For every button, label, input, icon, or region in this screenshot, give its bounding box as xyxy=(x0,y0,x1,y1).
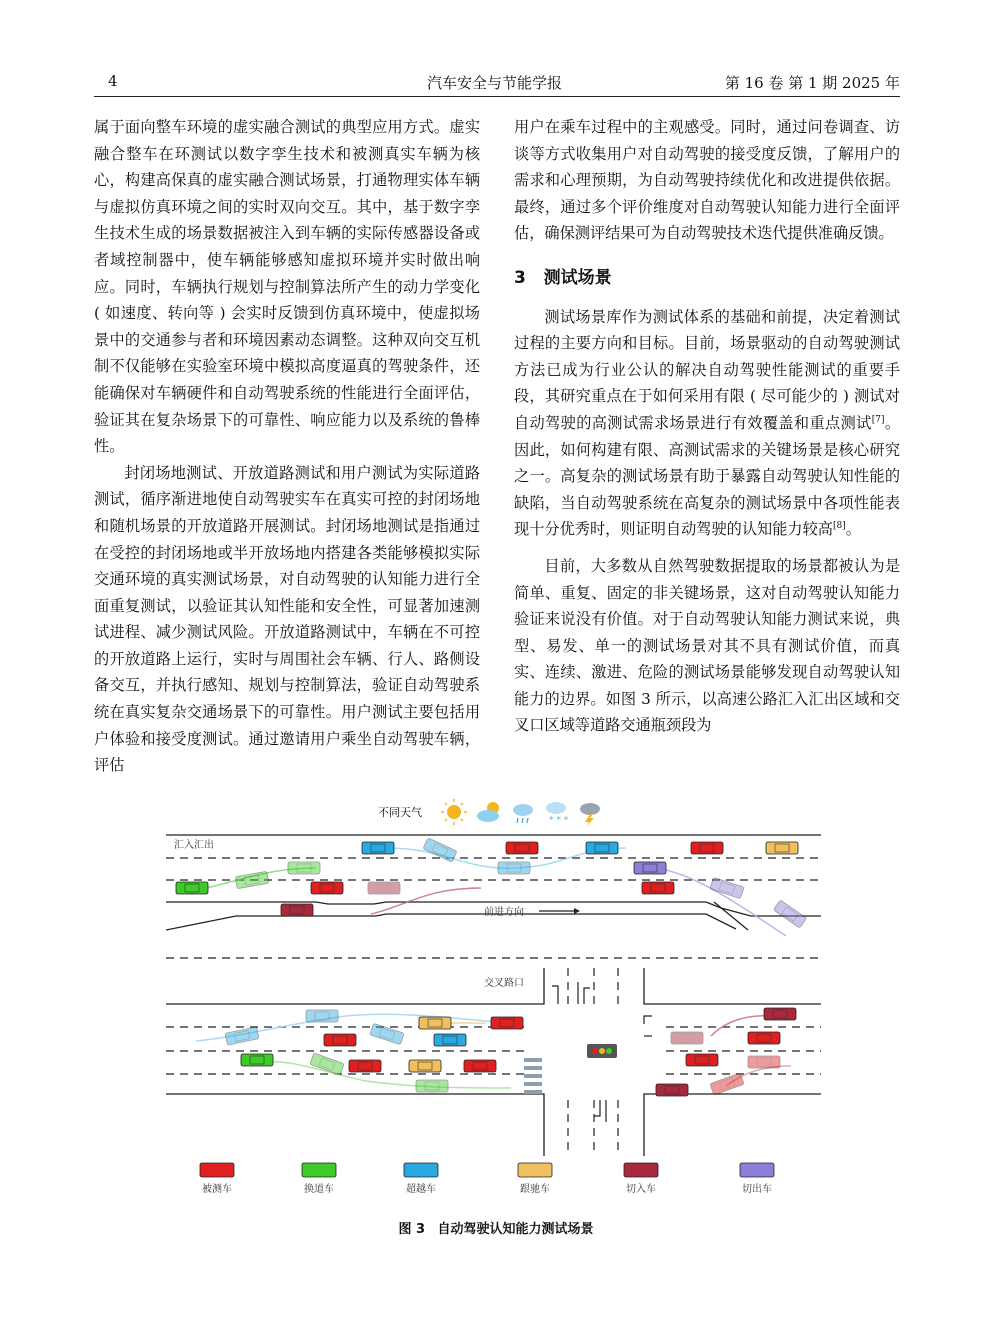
vehicle xyxy=(324,1034,356,1046)
legend-item xyxy=(200,1163,234,1195)
intersection-label: 交叉路口 xyxy=(484,978,524,989)
legend-item xyxy=(302,1163,336,1195)
journal-title: 汽车安全与节能学报 xyxy=(427,74,563,92)
vehicle xyxy=(766,842,798,854)
test-scenario-diagram xyxy=(166,796,826,1201)
legend-label: 超越车 xyxy=(406,1184,436,1195)
left-column xyxy=(94,114,480,779)
vehicle xyxy=(686,1054,718,1066)
thunderstorm-icon xyxy=(580,803,600,827)
paragraph: 用户在乘车过程中的主观感受。同时，通过问卷调查、访谈等方式收集用户对自动驾驶的接受度反馈，了解用户的需求和心理预期，为自动驾驶持续优化和改进提供依据。最终，通过多个评价维度对自动驾驶认知能力进行全面评估，确保测评结果可为自动驾驶技术迭代提供准确反馈。 xyxy=(514,118,900,243)
partly-cloudy-icon xyxy=(477,802,499,822)
snow-icon xyxy=(546,802,569,826)
vehicle xyxy=(773,900,806,928)
legend-item xyxy=(518,1163,552,1195)
svg-text:* * *: * * * xyxy=(549,816,569,826)
vehicle xyxy=(656,1084,688,1096)
vehicle xyxy=(225,1027,259,1045)
legend-label: 换道车 xyxy=(304,1184,334,1195)
vehicle xyxy=(416,1080,448,1092)
legend-label: 跟驰车 xyxy=(520,1184,550,1195)
vehicle xyxy=(498,862,530,874)
direction-arrowhead xyxy=(574,908,580,914)
vehicle xyxy=(419,1017,451,1029)
figure-legend xyxy=(200,1163,774,1195)
legend-swatch xyxy=(624,1163,658,1177)
rain-icon xyxy=(513,804,533,823)
citation[interactable]: [7] xyxy=(871,414,885,425)
vehicle xyxy=(586,842,618,854)
vehicle xyxy=(235,871,269,888)
legend-label: 被测车 xyxy=(202,1184,232,1195)
legend-item xyxy=(624,1163,658,1195)
section-title: 测试场景 xyxy=(543,267,612,288)
vehicle xyxy=(710,1073,744,1095)
vehicle xyxy=(764,1008,796,1020)
legend-label: 切出车 xyxy=(742,1184,772,1195)
legend-swatch xyxy=(404,1163,438,1177)
legend-item xyxy=(740,1163,774,1195)
vehicle xyxy=(506,842,538,854)
caption-title: 自动驾驶认知能力测试场景 xyxy=(437,1222,594,1237)
issue-info: 第 16 卷 第 1 期 2025 年 xyxy=(724,74,900,92)
legend-swatch xyxy=(740,1163,774,1177)
legend-label: 切入车 xyxy=(626,1184,656,1195)
sun-icon xyxy=(441,799,467,825)
vehicle xyxy=(288,862,320,874)
caption-number: 图 3 xyxy=(398,1222,426,1237)
figure-3 xyxy=(166,796,826,1201)
page-header xyxy=(94,70,900,97)
weather-label: 不同天气 xyxy=(378,806,422,819)
merge-label: 汇入汇出 xyxy=(174,840,214,851)
vehicle xyxy=(306,1010,338,1022)
vehicles xyxy=(176,838,807,1096)
vehicle xyxy=(370,1023,404,1044)
citation[interactable]: [8] xyxy=(832,521,846,532)
vehicle xyxy=(176,882,208,894)
section-number: 3 xyxy=(514,267,526,288)
vehicle xyxy=(634,862,666,874)
legend-item xyxy=(404,1163,438,1195)
vehicle xyxy=(464,1060,496,1072)
vehicle xyxy=(642,882,674,894)
paragraph: 目前，大多数从自然驾驶数据提取的场景都被认为是简单、重复、固定的非关键场景，这对自动驾驶认知能力验证来说没有价值。对于自动驾驶认知能力测试来说，典型、易发、单一的测试场景对其不具有测试价值，而真实、连续、激进、危险的测试场景能够发现自动驾驶认知能力的边界。如图 3 所示，以高速公路汇入汇出区域和交叉口区域等道路交通瓶颈段为 xyxy=(514,556,900,735)
paragraph: 测试场景库作为测试体系的基础和前提，决定着测试过程的主要方向和目标。目前，场景驱动的自动驾驶测试方法已成为行业公认的解决自动驾驶性能测试的重要手段，其研究重点在于如何采用有限 ( 尽可能少的 ) 测试对自动驾驶的高测试需求场景进行有效覆盖和重点测试[7]。因此，如何构建有限、高测试需求的关键场景是核心研究之一。高复杂的测试场景有助于暴露自动驾驶认知性能的缺陷，当自动驾驶系统在高复杂的测试场景中各项性能表现十分优秀时，则证明自动驾驶的认知能力较高[8]。 xyxy=(514,307,901,539)
paragraph: 封闭场地测试、开放道路测试和用户测试为实际道路测试，循序渐进地使自动驾驶实车在真实可控的封闭场地和随机场景的开放道路开展测试。封闭场地测试是指通过在受控的封闭场地或半开放场地内搭建各类能够模拟实际交通环境的真实测试场景，对自动驾驶的认知能力进行全面重复测试，以验证其认知性能和安全性，可显著加速测试进程、减少测试风险。开放道路测试中，车辆在不可控的开放道路上运行，实时与周围社会车辆、行人、路侧设备交互，并执行感知、规划与控制算法，验证自动驾驶系统在真实复杂交通场景下的可靠性。用户测试主要包括用户体验和接受度测试。通过邀请用户乘坐自动驾驶车辆，评估 xyxy=(94,463,480,775)
vehicle xyxy=(368,882,400,894)
vehicle xyxy=(491,1017,523,1029)
vehicle xyxy=(349,1060,381,1072)
vehicle xyxy=(281,904,313,916)
vehicle xyxy=(409,1060,441,1072)
vehicle xyxy=(434,1034,466,1046)
vehicle xyxy=(748,1056,780,1068)
crosswalk xyxy=(524,1058,542,1094)
page-number: 4 xyxy=(108,72,118,90)
vehicle xyxy=(362,842,394,854)
legend-swatch xyxy=(200,1163,234,1177)
vehicle xyxy=(311,882,343,894)
vehicle xyxy=(691,842,723,854)
vehicle xyxy=(748,1032,780,1044)
vehicle xyxy=(241,1054,273,1066)
section-heading xyxy=(514,265,900,292)
legend-swatch xyxy=(518,1163,552,1177)
traffic-light xyxy=(587,1044,617,1058)
vehicle xyxy=(671,1032,703,1044)
paragraph: 属于面向整车环境的虚实融合测试的典型应用方式。虚实融合整车在环测试以数字孪生技术和被测真实车辆为核心，构建高保真的虚实融合测试场景，打通物理实体车辆与虚拟仿真环境之间的实时双向交互。其中，基于数字孪生技术生成的场景数据被注入到车辆的实际传感器设备或者域控制器中，使车辆能够感知虚拟环境并实时做出响应。同时，车辆执行规划与控制算法所产生的动力学变化 ( 如速度、转向等 ) 会实时反馈到仿真环境中，使虚拟场景中的交通参与者和环境因素动态调整。这种双向交互机制不仅能够在实验室环境中模拟高度逼真的驾驶条件，还能确保对车辆硬件和自动驾驶系统的性能进行全面评估，验证其在复杂场景下的可靠性、响应能力以及系统的鲁棒性。 xyxy=(94,118,480,456)
right-column xyxy=(514,114,900,739)
legend-swatch xyxy=(302,1163,336,1177)
figure-caption xyxy=(0,1218,992,1237)
direction-label: 前进方向 xyxy=(484,907,524,918)
